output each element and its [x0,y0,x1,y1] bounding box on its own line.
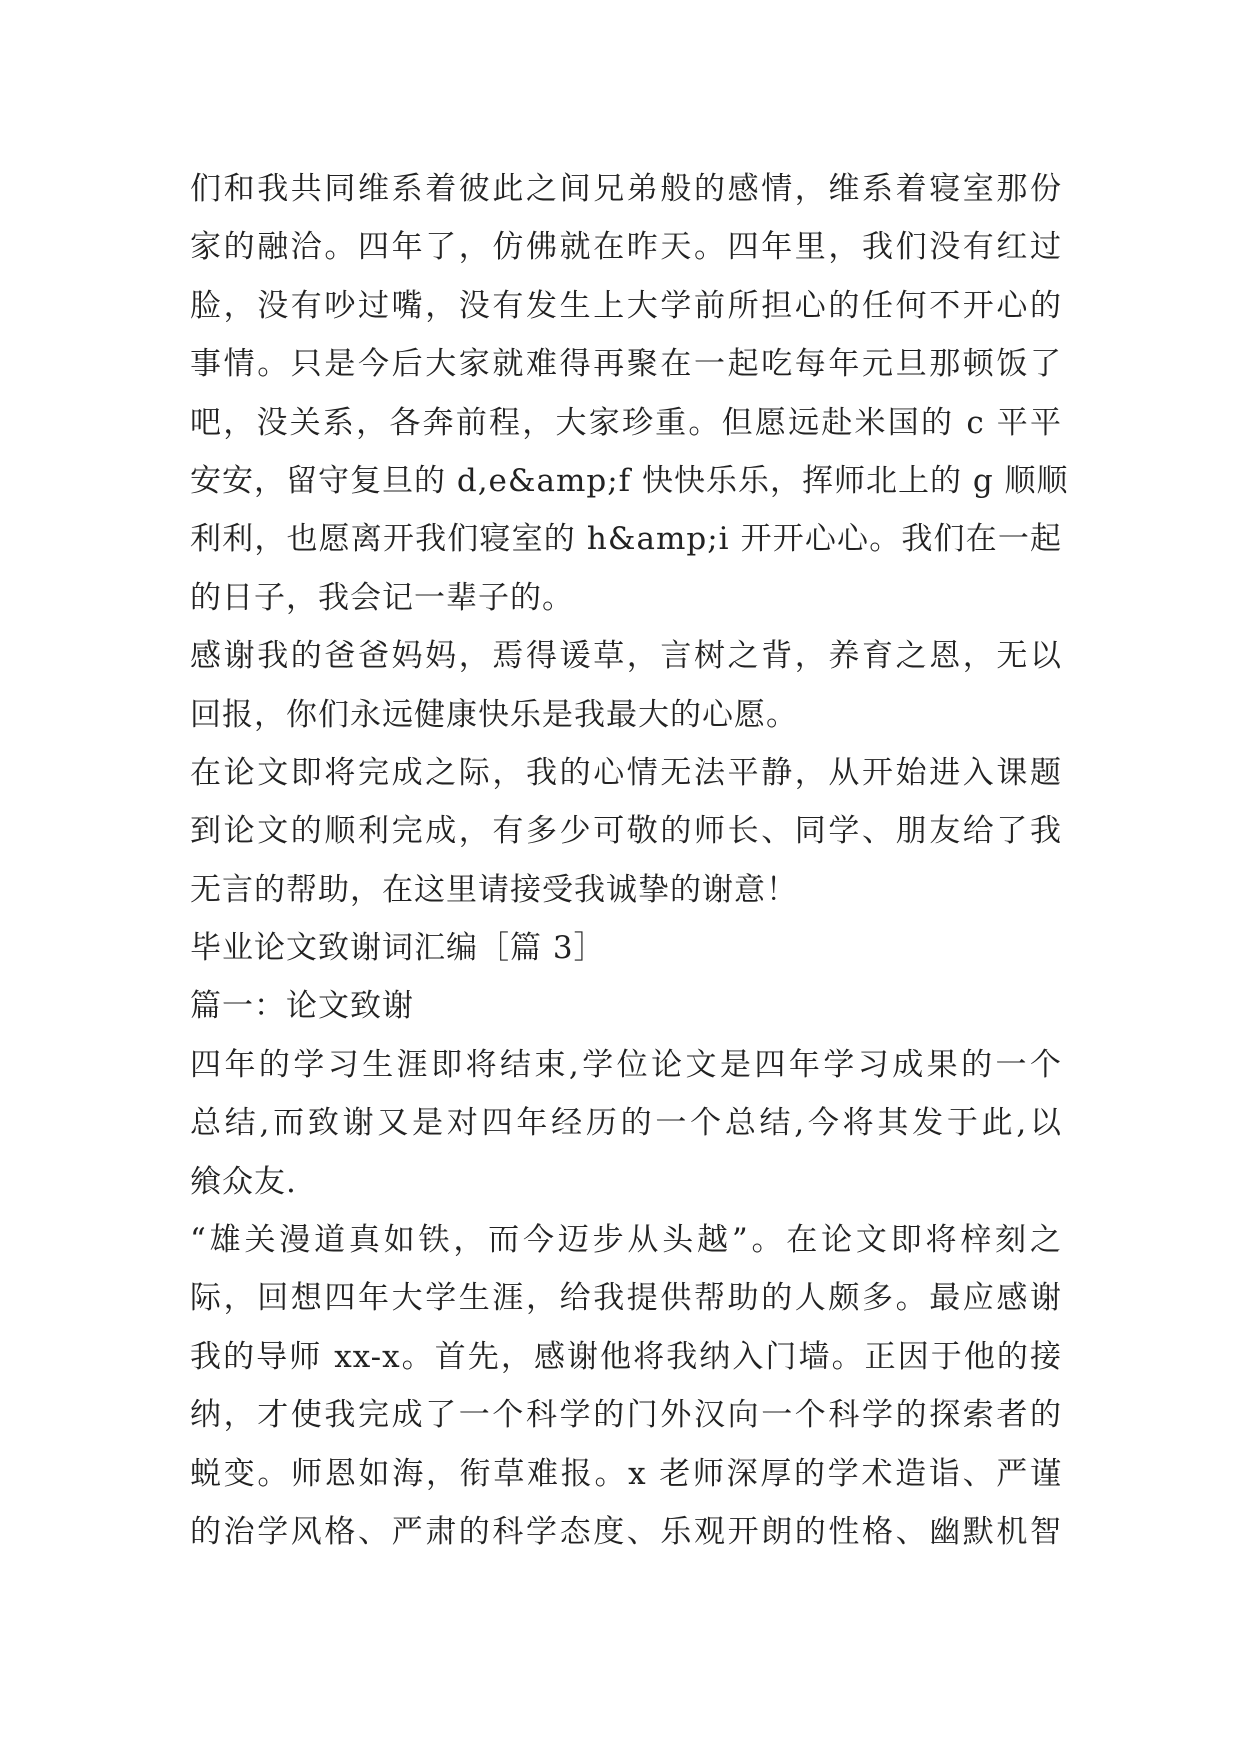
text-line: 四年的学习生涯即将结束,学位论文是四年学习成果的一个 [190,1046,1062,1083]
text-line: 回报，你们永远健康快乐是我最大的心愿。 [190,696,798,733]
text-line: 总结,而致谢又是对四年经历的一个总结,今将其发于此,以 [190,1105,1062,1142]
text-line: 事情。只是今后大家就难得再聚在一起吃每年元旦那顿饭了 [190,346,1062,383]
text-line: 感谢我的爸爸妈妈，焉得谖草，言树之背，养育之恩，无以 [190,638,1062,675]
text-line: 蜕变。师恩如海，衔草难报。x 老师深厚的学术造诣、严谨 [190,1455,1062,1492]
text-line: 我的导师 xx-x。首先，感谢他将我纳入门墙。正因于他的接 [190,1338,1062,1375]
document-body [190,160,1069,1561]
text-line: 们和我共同维系着彼此之间兄弟般的感情，维系着寝室那份 [190,171,1062,207]
text-line: “雄关漫道真如铁，而今迈步从头越”。在论文即将梓刻之 [190,1222,1062,1259]
text-line: 安安，留守复旦的 d,e&amp;f 快快乐乐，挥师北上的 g 顺顺 [190,462,1069,499]
section-heading: 毕业论文致谢词汇编［篇 3］ [190,930,606,967]
text-line: 的治学风格、严肃的科学态度、乐观开朗的性格、幽默机智 [190,1513,1062,1550]
text-line: 家的融洽。四年了，仿佛就在昨天。四年里，我们没有红过 [190,229,1062,266]
text-line: 的日子，我会记一辈子的。 [190,579,574,616]
text-line: 飨众友. [190,1163,297,1200]
subsection-heading: 篇一：论文致谢 [190,988,414,1025]
text-line: 在论文即将完成之际，我的心情无法平静，从开始进入课题 [190,754,1062,791]
text-line: 无言的帮助，在这里请接受我诚挚的谢意！ [190,871,798,908]
text-line: 际，回想四年大学生涯，给我提供帮助的人颇多。最应感谢 [190,1280,1062,1317]
text-line: 利利，也愿离开我们寝室的 h&amp;i 开开心心。我们在一起 [190,521,1062,558]
text-line: 纳，才使我完成了一个科学的门外汉向一个科学的探索者的 [190,1397,1062,1434]
text-line: 吧，没关系，各奔前程，大家珍重。但愿远赴米国的 c 平平 [190,404,1062,441]
text-line: 到论文的顺利完成，有多少可敬的师长、同学、朋友给了我 [190,813,1062,850]
text-line: 脸，没有吵过嘴，没有发生上大学前所担心的任何不开心的 [190,287,1062,324]
